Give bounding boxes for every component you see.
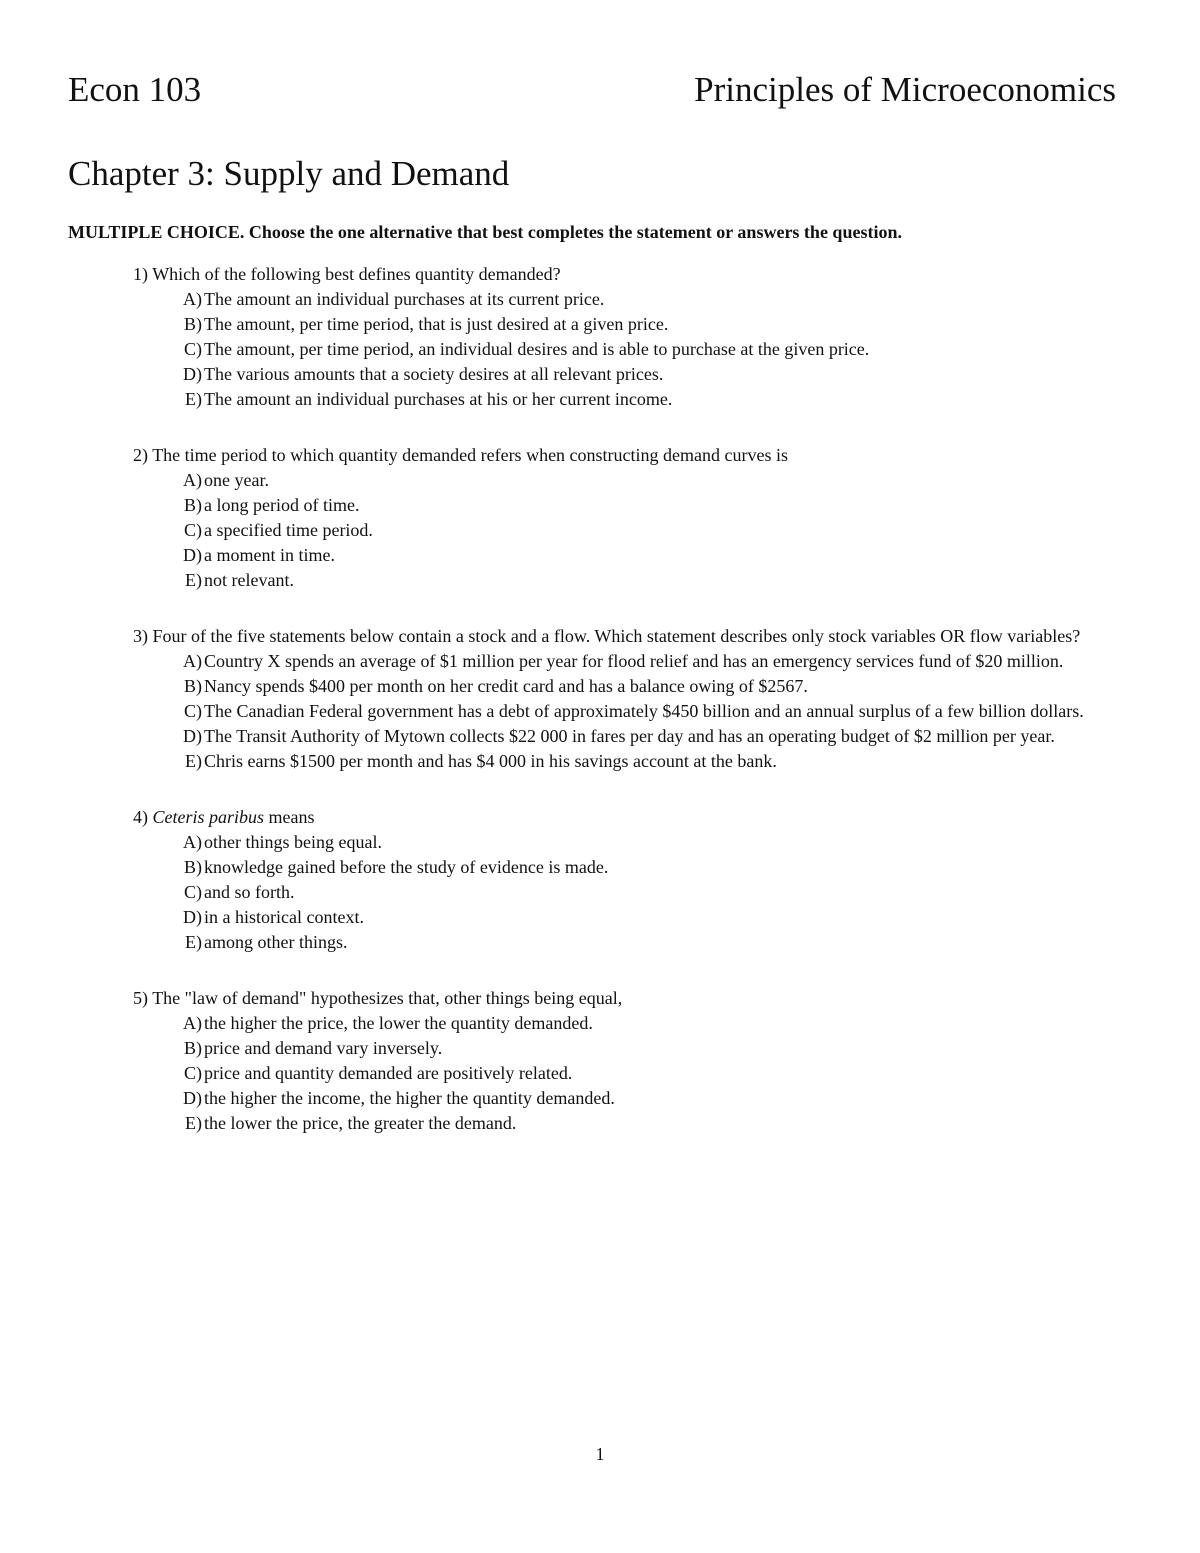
answer-option: [0, 699, 1200, 724]
option-text: the higher the income, the higher the quantity demanded.: [204, 1088, 615, 1108]
option-letter: D): [183, 545, 202, 565]
course-code: Econ 103: [68, 70, 202, 109]
option-letter: B): [184, 1038, 202, 1058]
chapter-title: Chapter 3: Supply and Demand: [68, 154, 510, 193]
answer-option: [0, 1036, 1200, 1061]
option-letter: D): [183, 907, 202, 927]
option-letter: E): [185, 932, 202, 952]
answer-option: [0, 749, 1200, 774]
answer-option: [0, 362, 1200, 387]
question-number: 1): [133, 264, 148, 284]
question: [0, 624, 1200, 774]
option-letter: C): [184, 882, 202, 902]
option-text: a moment in time.: [204, 545, 335, 565]
answer-option: [0, 1061, 1200, 1086]
option-letter: B): [184, 314, 202, 334]
option-text: The amount an individual purchases at his or her current income.: [204, 389, 673, 409]
option-text: in a historical context.: [204, 907, 364, 927]
option-text: one year.: [204, 470, 269, 490]
question: [0, 986, 1200, 1136]
question-stem-tail: means: [264, 807, 315, 827]
option-text: Chris earns $1500 per month and has $4 000 in his savings account at the bank.: [204, 751, 777, 771]
option-text: price and demand vary inversely.: [204, 1038, 443, 1058]
page-number: 1: [595, 1444, 605, 1464]
question-stem-text: The time period to which quantity demanded refers when constructing demand curves is: [152, 445, 788, 465]
answer-option: [0, 543, 1200, 568]
option-text: among other things.: [204, 932, 348, 952]
option-letter: A): [183, 1013, 202, 1033]
option-letter: C): [184, 701, 202, 721]
option-letter: A): [183, 289, 202, 309]
option-letter: E): [185, 389, 202, 409]
answer-option: [0, 724, 1200, 749]
question-stem-italic: Ceteris paribus: [152, 807, 265, 827]
option-text: The amount, per time period, an individual desires and is able to purchase at the given price.: [204, 339, 870, 359]
question-stem-text: Which of the following best defines quantity demanded?: [152, 264, 561, 284]
question-stem: [0, 805, 1200, 830]
answer-options: [0, 1011, 1200, 1136]
answer-option: [0, 287, 1200, 312]
answer-option: [0, 518, 1200, 543]
answer-option: [0, 855, 1200, 880]
course-name: Principles of Microeconomics: [694, 70, 1116, 109]
question: [0, 443, 1200, 593]
option-letter: B): [184, 857, 202, 877]
option-letter: A): [183, 832, 202, 852]
option-letter: D): [183, 726, 202, 746]
question-number: 3): [133, 626, 148, 646]
answer-option: [0, 905, 1200, 930]
option-text: the lower the price, the greater the demand.: [204, 1113, 517, 1133]
option-letter: E): [185, 751, 202, 771]
option-letter: A): [183, 470, 202, 490]
question-stem: [0, 624, 1200, 649]
option-letter: E): [185, 1113, 202, 1133]
option-text: The Transit Authority of Mytown collects $22 000 in fares per day and has an operating budget of $2 million per year.: [204, 726, 1055, 746]
answer-options: [0, 468, 1200, 593]
answer-options: [0, 830, 1200, 955]
question-number: 5): [133, 988, 148, 1008]
question: [0, 262, 1200, 412]
question-stem: [0, 986, 1200, 1011]
answer-option: [0, 387, 1200, 412]
option-letter: D): [183, 1088, 202, 1108]
question: [0, 805, 1200, 955]
option-letter: B): [184, 676, 202, 696]
option-letter: C): [184, 520, 202, 540]
option-letter: D): [183, 364, 202, 384]
option-text: The amount, per time period, that is just desired at a given price.: [204, 314, 669, 334]
answer-option: [0, 880, 1200, 905]
answer-option: [0, 1111, 1200, 1136]
answer-option: [0, 674, 1200, 699]
option-text: The Canadian Federal government has a debt of approximately $450 billion and an annual surplus of a few billion dollars.: [204, 701, 1084, 721]
question-stem: [0, 262, 1200, 287]
answer-option: [0, 649, 1200, 674]
instructions: MULTIPLE CHOICE. Choose the one alternative that best completes the statement or answers the question.: [68, 222, 902, 242]
answer-option: [0, 312, 1200, 337]
option-text: Country X spends an average of $1 million per year for flood relief and has an emergency services fund of $20 million.: [204, 651, 1064, 671]
answer-option: [0, 830, 1200, 855]
option-letter: A): [183, 651, 202, 671]
option-text: not relevant.: [204, 570, 294, 590]
answer-option: [0, 1011, 1200, 1036]
option-text: and so forth.: [204, 882, 295, 902]
answer-option: [0, 568, 1200, 593]
option-letter: C): [184, 339, 202, 359]
option-letter: C): [184, 1063, 202, 1083]
answer-options: [0, 287, 1200, 412]
question-number: 4): [133, 807, 148, 827]
answer-option: [0, 493, 1200, 518]
answer-option: [0, 1086, 1200, 1111]
option-text: knowledge gained before the study of evidence is made.: [204, 857, 609, 877]
option-letter: E): [185, 570, 202, 590]
answer-option: [0, 468, 1200, 493]
option-text: a specified time period.: [204, 520, 373, 540]
answer-option: [0, 930, 1200, 955]
question-stem: [0, 443, 1200, 468]
option-text: Nancy spends $400 per month on her credit card and has a balance owing of $2567.: [204, 676, 808, 696]
question-stem-text: The "law of demand" hypothesizes that, other things being equal,: [152, 988, 623, 1008]
question-number: 2): [133, 445, 148, 465]
question-list: [0, 262, 1200, 1167]
option-text: The various amounts that a society desires at all relevant prices.: [204, 364, 664, 384]
option-text: price and quantity demanded are positively related.: [204, 1063, 573, 1083]
option-text: the higher the price, the lower the quantity demanded.: [204, 1013, 593, 1033]
answer-option: [0, 337, 1200, 362]
option-text: a long period of time.: [204, 495, 360, 515]
option-text: The amount an individual purchases at its current price.: [204, 289, 605, 309]
question-stem-text: Four of the five statements below contain a stock and a flow. Which statement describes only stock variables OR flow variables?: [152, 626, 1081, 646]
option-text: other things being equal.: [204, 832, 382, 852]
option-letter: B): [184, 495, 202, 515]
answer-options: [0, 649, 1200, 774]
